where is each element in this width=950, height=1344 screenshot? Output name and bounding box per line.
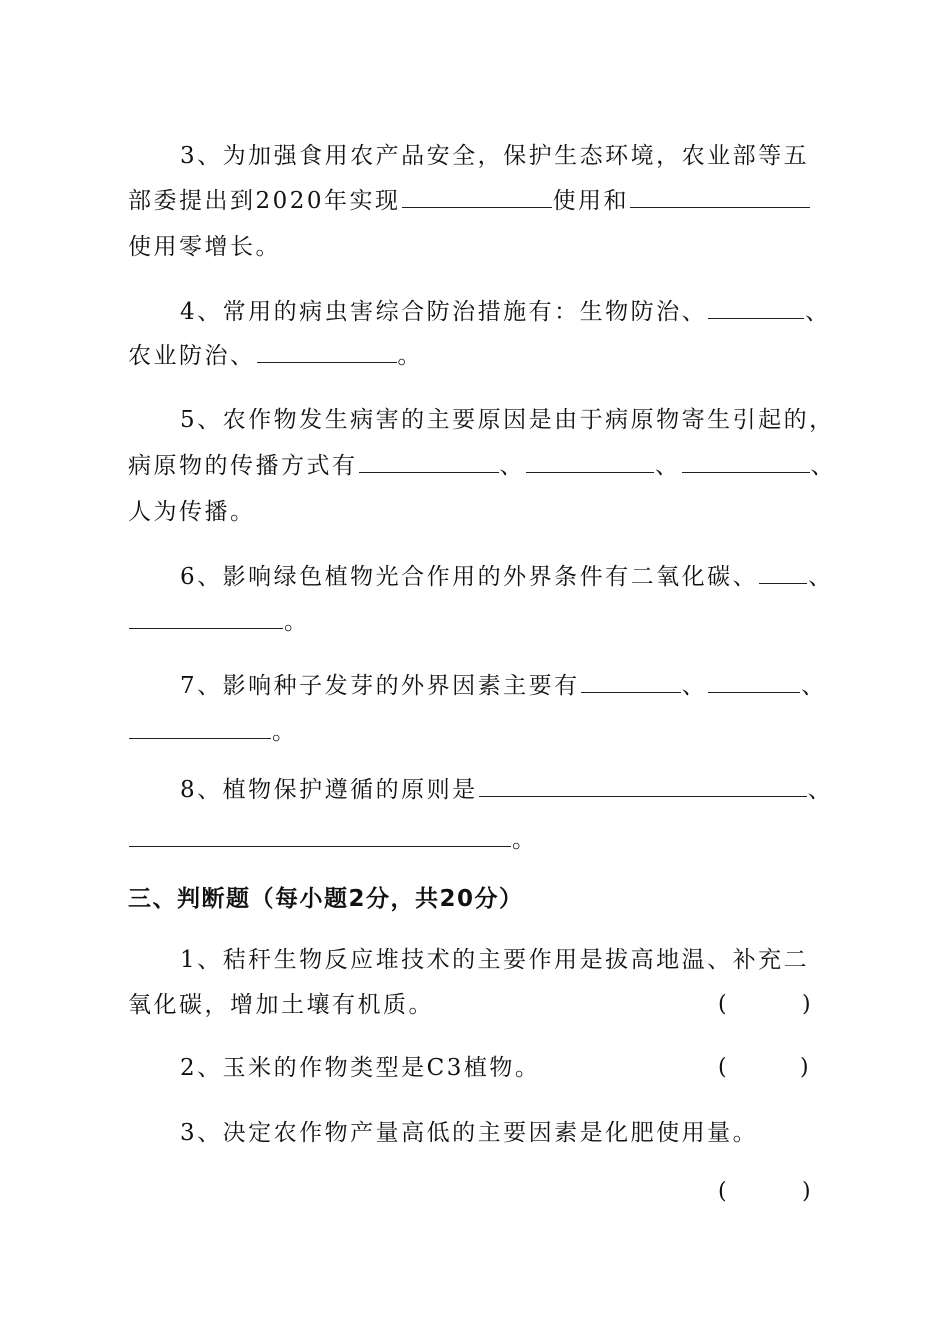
q5-line2 (128, 451, 836, 481)
q7-sep-2: 、 (801, 673, 827, 699)
tf-item-3-answer-close: ) (802, 1179, 811, 1204)
q5-text-a: 病原物的传播方式有 (128, 453, 358, 479)
q5-blank-3[interactable] (682, 452, 810, 473)
q8-line2 (128, 825, 832, 855)
q3-blank-2[interactable] (630, 187, 810, 208)
q7-blank-3[interactable] (129, 718, 271, 739)
tf-item-1-answer-close: ) (802, 992, 811, 1017)
tf-item-1-line1: 1、秸秆生物反应堆技术的主要作用是拔高地温、补充二 (180, 947, 810, 973)
q3-text-b: 使用和 (552, 188, 630, 214)
q8-text-b: 、 (807, 777, 834, 803)
q4-blank-2[interactable] (257, 342, 397, 363)
tf-item-2-answer-open[interactable]: ( (718, 1055, 727, 1080)
q6-blank-1[interactable] (759, 563, 807, 584)
q7-line2 (128, 717, 832, 747)
q3-text-a: 部委提出到2020年实现 (128, 188, 401, 214)
q5-line1: 5、农作物发生病害的主要原因是由于病原物寄生引起的， (180, 407, 835, 433)
q8-line1 (180, 775, 832, 805)
tf-item-1-answer-open[interactable]: ( (718, 992, 727, 1017)
q5-sep-1: 、 (499, 453, 525, 479)
q6-text-b: 、 (808, 564, 834, 590)
q6-line2 (128, 607, 832, 637)
q8-text-c: 。 (512, 827, 538, 853)
q4-text-d: 。 (397, 343, 423, 369)
q6-line1 (180, 562, 832, 592)
q4-line1 (180, 297, 832, 327)
tf-item-2-answer-close: ) (800, 1055, 809, 1080)
q5-blank-2[interactable] (526, 452, 654, 473)
tf-item-1-line2: 氧化碳，增加土壤有机质。 (128, 992, 434, 1018)
q7-line1 (180, 671, 832, 701)
q7-text-b: 。 (272, 719, 298, 745)
q4-text-a: 4、常用的病虫害综合防治措施有：生物防治、 (180, 299, 708, 325)
q8-blank-1[interactable] (479, 776, 807, 797)
q3-blank-1[interactable] (402, 187, 552, 208)
q3-line2 (128, 186, 832, 216)
q8-text-a: 8、植物保护遵循的原则是 (180, 777, 478, 803)
q4-text-c: 农业防治、 (128, 343, 256, 369)
q5-line3: 人为传播。 (128, 499, 256, 525)
q6-text-c: 。 (284, 609, 310, 635)
q3-line3: 使用零增长。 (128, 234, 281, 260)
q5-blank-1[interactable] (359, 452, 499, 473)
q7-sep-1: 、 (681, 673, 708, 699)
q4-text-b: 、 (805, 299, 831, 325)
q6-text-a: 6、影响绿色植物光合作用的外界条件有二氧化碳、 (180, 564, 759, 590)
q4-line2 (128, 341, 832, 371)
q6-blank-2[interactable] (129, 608, 283, 629)
q5-sep-3: 、 (810, 453, 836, 479)
tf-item-2-line1: 2、玉米的作物类型是C3植物。 (180, 1055, 541, 1081)
q7-blank-1[interactable] (581, 672, 681, 693)
q3-line1: 3、为加强食用农产品安全，保护生态环境，农业部等五 (180, 143, 810, 169)
tf-item-3-line1: 3、决定农作物产量高低的主要因素是化肥使用量。 (180, 1120, 759, 1146)
q4-blank-1[interactable] (708, 298, 804, 319)
q7-blank-2[interactable] (708, 672, 800, 693)
q5-sep-2: 、 (655, 453, 681, 479)
q8-blank-2[interactable] (129, 826, 511, 847)
section-heading: 三、判断题（每小题2分，共20分） (128, 886, 524, 912)
q7-text-a: 7、影响种子发芽的外界因素主要有 (180, 673, 580, 699)
tf-item-3-answer-open[interactable]: ( (718, 1179, 727, 1204)
